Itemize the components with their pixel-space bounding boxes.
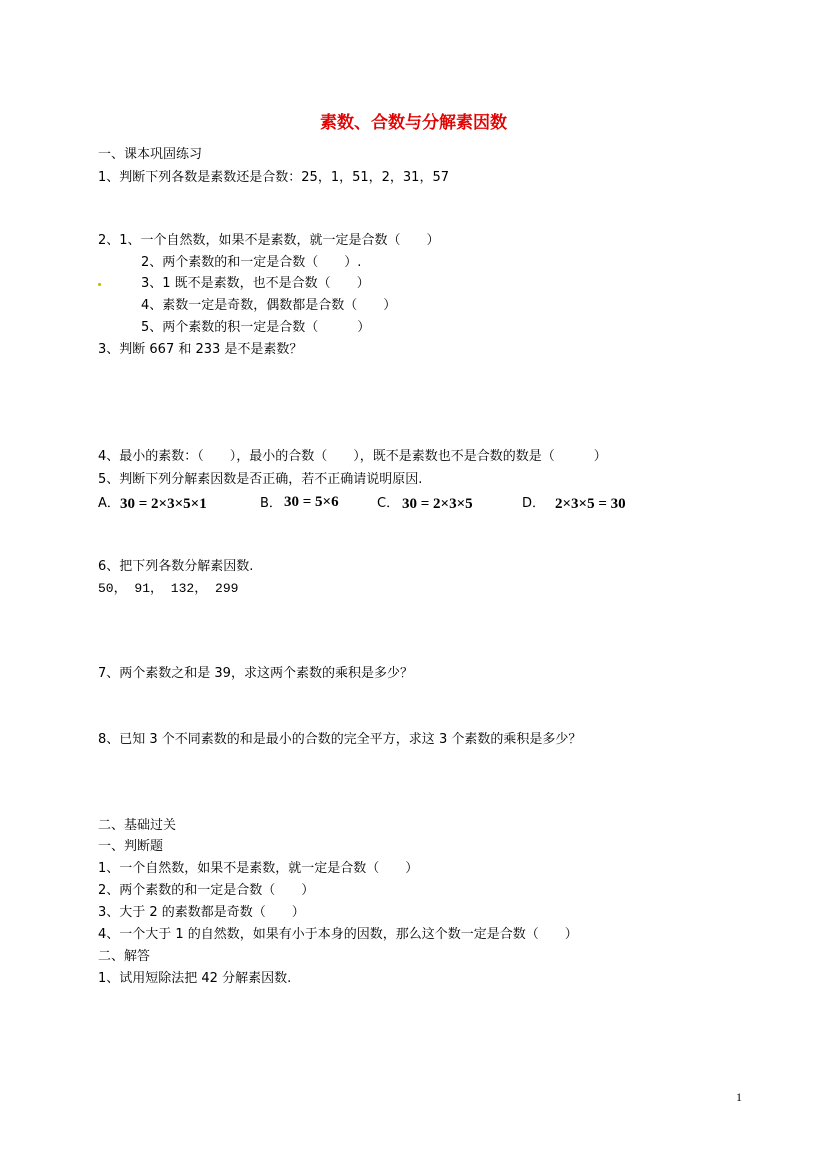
judgement-item-2: 2、两个素数的和一定是合数（ ） [98, 883, 315, 898]
question-3: 3、判断 667 和 233 是不是素数？ [98, 342, 303, 357]
question-2-item-2: 2、两个素数的和一定是合数（ ）. [141, 255, 362, 270]
option-b-expression: 30 = 5×6 [284, 494, 339, 510]
stray-dot [98, 283, 101, 286]
option-a-label: A． [98, 496, 120, 511]
question-2-item-5: 5、两个素数的积一定是合数（ ） [141, 320, 371, 335]
question-2-item-3: 3、1 既不是素数，也不是合数（ ） [141, 276, 370, 291]
question-2-item-1: 2、1、一个自然数，如果不是素数，就一定是合数（ ） [98, 233, 440, 248]
subsection-heading-answer: 二、解答 [98, 949, 151, 964]
option-d-expression: 2×3×5 = 30 [555, 496, 626, 512]
judgement-item-3: 3、大于 2 的素数都是奇数（ ） [98, 905, 305, 920]
question-4: 4、最小的素数：（ ），最小的合数（ ），既不是素数也不是合数的数是（ ） [98, 449, 607, 464]
option-d-label: D． [522, 496, 546, 511]
option-c-expression: 30 = 2×3×5 [402, 496, 473, 512]
question-6-numbers: 50， 91， 132， 299 [98, 581, 239, 596]
section-heading-1: 一、课本巩固练习 [98, 147, 203, 162]
question-7: 7、两个素数之和是 39，求这两个素数的乘积是多少？ [98, 666, 413, 681]
option-a-expression: 30 = 2×3×5×1 [120, 496, 207, 512]
question-6: 6、把下列各数分解素因数. [98, 559, 254, 574]
question-8: 8、已知 3 个不同素数的和是最小的合数的完全平方，求这 3 个素数的乘积是多少？ [98, 732, 582, 747]
subsection-heading-judgement: 一、判断题 [98, 839, 164, 854]
section-heading-2: 二、基础过关 [98, 818, 177, 833]
page-number: 1 [736, 1090, 742, 1104]
judgement-item-1: 1、一个自然数，如果不是素数，就一定是合数（ ） [98, 861, 419, 876]
option-b-label: B． [260, 496, 282, 511]
question-5: 5、判断下列分解素因数是否正确，若不正确请说明原因. [98, 472, 423, 487]
question-1: 1、判断下列各数是素数还是合数：25，1，51，2，31，57 [98, 170, 449, 185]
answer-item-1: 1、试用短除法把 42 分解素因数. [98, 971, 292, 986]
judgement-item-4: 4、一个大于 1 的自然数，如果有小于本身的因数，那么这个数一定是合数（ ） [98, 927, 578, 942]
option-c-label: C． [377, 496, 400, 511]
page-title: 素数、合数与分解素因数 [320, 113, 507, 133]
question-2-item-4: 4、素数一定是奇数，偶数都是合数（ ） [141, 298, 397, 313]
